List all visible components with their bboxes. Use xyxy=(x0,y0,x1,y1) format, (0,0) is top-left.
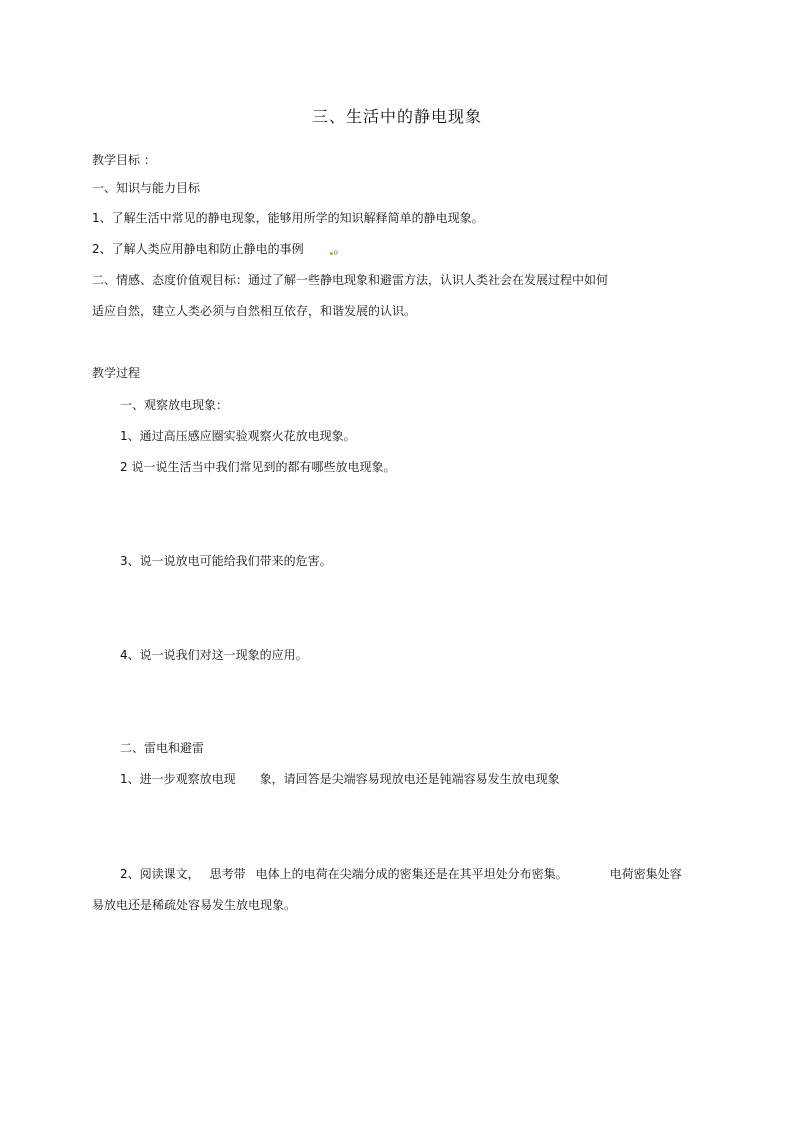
objectives-section2-line-1: 二、情感、态度价值观目标：通过了解一些静电现象和避雷方法，认识人类社会在发展过程中如何 xyxy=(92,273,609,287)
process-part1-heading: 一、观察放电现象： xyxy=(120,398,229,412)
process-part1-item-4: 4、说一说我们对这一现象的应用。 xyxy=(120,648,308,662)
process-part2-item-1-part-a: 1、进一步观察放电现 xyxy=(120,772,236,786)
document-title: 三、生活中的静电现象 xyxy=(311,107,482,126)
process-part2-item-1 xyxy=(120,771,560,787)
process-part2-item-1-part-b: 象，请回答是尖端容易现放电还是钝端容易发生放电现象 xyxy=(259,772,560,786)
objectives-item-2 xyxy=(92,241,346,257)
process-part2-item-2-line-2: 易放电还是稀疏处容易发生放电现象。 xyxy=(92,898,297,912)
objectives-section1-heading: 一、知识与能力目标 xyxy=(92,181,201,195)
process-part2-item-2-part-d: 电荷密集处容 xyxy=(609,867,682,881)
objectives-section2-line-2: 适应自然，建立人类必须与自然相互依存，和谐发展的认识。 xyxy=(92,304,417,318)
process-part1-item-3: 3、说一说放电可能给我们带来的危害。 xyxy=(120,554,332,568)
objectives-heading: 教学目标 ： xyxy=(92,153,156,167)
objectives-item-2-text: 2、了解人类应用静电和防止静电的事例 xyxy=(92,242,304,256)
process-part1-item-2: 2 说一说生活当中我们常见到的都有哪些放电现象。 xyxy=(120,460,396,474)
stray-mark xyxy=(330,252,333,255)
objectives-item-1: 1、了解生活中常见的静电现象，能够用所学的知识解释简单的静电现象。 xyxy=(92,211,484,225)
objectives-item-2-end: 。 xyxy=(333,242,346,256)
process-part2-item-2-part-c: 电体上的电荷在尖端分成的密集还是在其平坦处分布密集。 xyxy=(255,867,568,881)
process-part1-item-1: 1、通过高压感应圈实验观察火花放电现象。 xyxy=(120,429,356,443)
process-part2-item-2-part-a: 2、阅读课文， xyxy=(120,867,200,881)
process-heading: 教学过程 xyxy=(92,366,141,380)
process-part2-item-2-part-b: 思考带 xyxy=(209,867,246,881)
process-part2-heading: 二、雷电和避雷 xyxy=(120,741,205,755)
process-part2-item-2 xyxy=(120,866,682,882)
